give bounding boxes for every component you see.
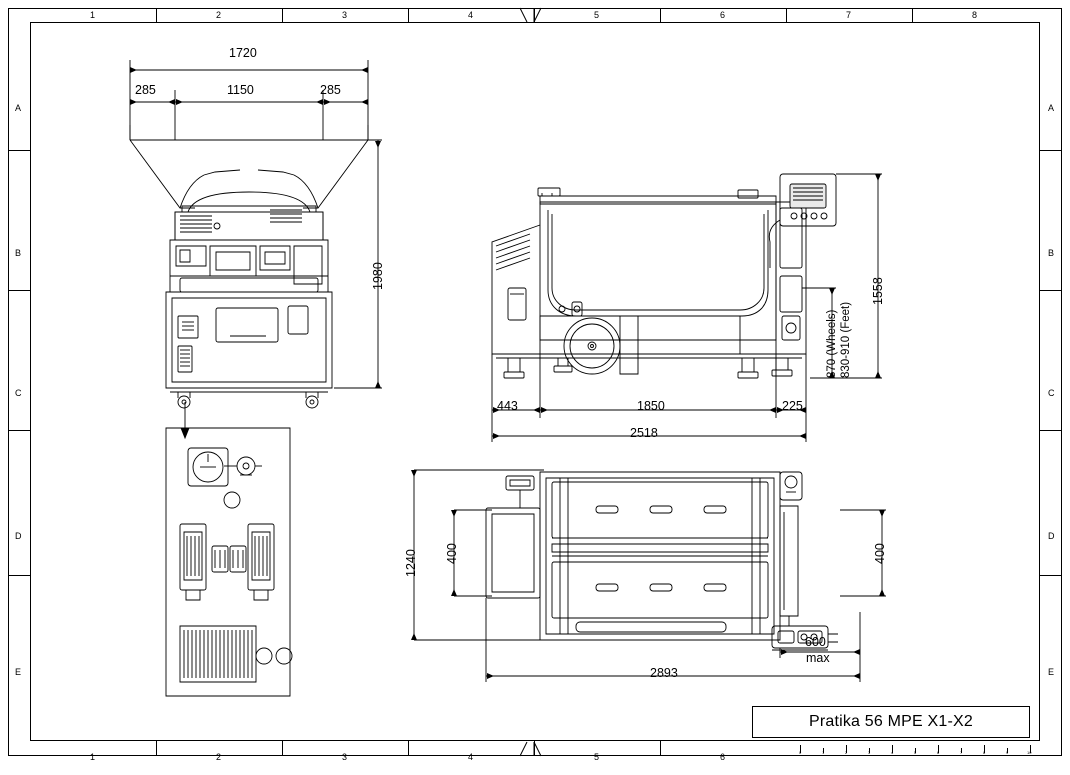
dim-arrow (853, 673, 860, 679)
dim-870-wheels: 870 (Wheels) (826, 309, 838, 378)
zone-label-col-2-bottom: 2 (216, 752, 222, 762)
ruler-label-0: 0 (799, 750, 802, 755)
frame-tick (156, 741, 157, 756)
dim-285-right: 285 (320, 83, 341, 97)
dim-arrow (361, 67, 368, 73)
center-mark-top (520, 8, 548, 22)
dim-arrow (781, 649, 788, 655)
frame-tick (8, 575, 30, 576)
ruler-label-10: 10 (1027, 750, 1032, 755)
dim-600-max-note: max (806, 651, 830, 665)
dim-arrow (533, 407, 540, 413)
dim-arrow (168, 99, 175, 105)
frame-tick (8, 290, 30, 291)
frame-tick (1040, 150, 1062, 151)
zone-label-col-6: 6 (720, 10, 726, 20)
ruler-label-6: 6 (937, 750, 940, 755)
dim-arrow (875, 174, 881, 181)
dim-830-910-feet: 830-910 (Feet) (840, 301, 852, 378)
zone-label-row-e-right: E (1048, 667, 1055, 677)
zone-label-col-4: 4 (468, 10, 474, 20)
frame-tick (8, 150, 30, 151)
zone-label-col-1: 1 (90, 10, 96, 20)
frame-tick (156, 8, 157, 22)
zone-label-col-7: 7 (846, 10, 852, 20)
title-block-label: Pratika 56 MPE X1-X2 (808, 713, 974, 730)
title-block (752, 706, 1030, 738)
dim-arrow (451, 510, 457, 517)
dim-1850: 1850 (637, 399, 665, 413)
frame-tick (408, 8, 409, 22)
zone-label-row-e: E (15, 667, 22, 677)
zone-label-row-b-right: B (1048, 248, 1055, 258)
dim-1240: 1240 (404, 549, 418, 577)
dim-arrow (316, 99, 323, 105)
frame-tick (660, 8, 661, 22)
ruler-label-3: 3 (868, 750, 871, 755)
ruler-label-1: 1 (822, 750, 825, 755)
zone-label-row-c: C (15, 388, 22, 398)
dim-arrow (176, 99, 183, 105)
dim-arrow (451, 589, 457, 596)
zone-label-col-1-bottom: 1 (90, 752, 96, 762)
dim-arrow (829, 288, 835, 295)
dim-arrow (487, 673, 494, 679)
frame-tick (660, 741, 661, 756)
dim-1980: 1980 (371, 262, 385, 290)
ruler-label-5: 5 (914, 750, 917, 755)
dim-arrow (769, 407, 776, 413)
dim-400-left: 400 (445, 543, 459, 564)
dim-1558: 1558 (871, 277, 885, 305)
zone-label-col-4-bottom: 4 (468, 752, 474, 762)
frame-tick (786, 8, 787, 22)
frame-tick (1040, 290, 1062, 291)
dim-arrow (875, 371, 881, 378)
zone-label-col-6-bottom: 6 (720, 752, 726, 762)
ruler-label-7: 7 (960, 750, 963, 755)
frame-tick (282, 8, 283, 22)
zone-label-row-d-right: D (1048, 531, 1055, 541)
zone-label-row-a: A (15, 103, 22, 113)
frame-tick (282, 741, 283, 756)
dim-arrow (493, 433, 500, 439)
dim-arrow (411, 633, 417, 640)
dim-arrow (375, 381, 381, 388)
frame-tick (8, 430, 30, 431)
dim-arrow (375, 141, 381, 148)
dim-225: 225 (782, 399, 803, 413)
zone-label-row-d: D (15, 531, 22, 541)
dim-arrow (411, 470, 417, 477)
frame-tick (1040, 430, 1062, 431)
dim-arrow (799, 433, 806, 439)
zone-label-col-8: 8 (972, 10, 978, 20)
ruler-label-8: 8 (983, 750, 986, 755)
zone-label-col-3: 3 (342, 10, 348, 20)
dim-arrow (853, 649, 860, 655)
dim-arrow (361, 99, 368, 105)
frame-tick (408, 741, 409, 756)
dim-400-right: 400 (873, 543, 887, 564)
dim-arrow (324, 99, 331, 105)
frame-tick (912, 8, 913, 22)
ruler-label-2: 2 (845, 750, 848, 755)
scale-ruler (800, 745, 1032, 755)
zone-label-col-5-bottom: 5 (594, 752, 600, 762)
ruler-label-4: 4 (891, 750, 894, 755)
dim-285-left: 285 (135, 83, 156, 97)
front-elevation-view (120, 40, 390, 410)
dim-arrow (130, 67, 137, 73)
zone-label-row-b: B (15, 248, 22, 258)
dim-arrow (879, 589, 885, 596)
dim-1720: 1720 (229, 46, 257, 60)
dim-arrow (130, 99, 137, 105)
control-panel-detail-view (166, 428, 292, 700)
zone-label-row-a-right: A (1048, 103, 1055, 113)
dim-arrow (541, 407, 548, 413)
dim-443: 443 (497, 399, 518, 413)
ruler-label-9: 9 (1006, 750, 1009, 755)
frame-tick (1040, 575, 1062, 576)
center-mark-bottom (520, 741, 548, 756)
dim-2518: 2518 (630, 426, 658, 440)
zone-label-col-2: 2 (216, 10, 222, 20)
zone-label-row-c-right: C (1048, 388, 1055, 398)
dim-2893: 2893 (650, 666, 678, 680)
dim-arrow (879, 510, 885, 517)
dim-600: 600 (805, 635, 826, 649)
dim-1150: 1150 (227, 83, 254, 97)
zone-label-col-3-bottom: 3 (342, 752, 348, 762)
zone-label-col-5: 5 (594, 10, 600, 20)
